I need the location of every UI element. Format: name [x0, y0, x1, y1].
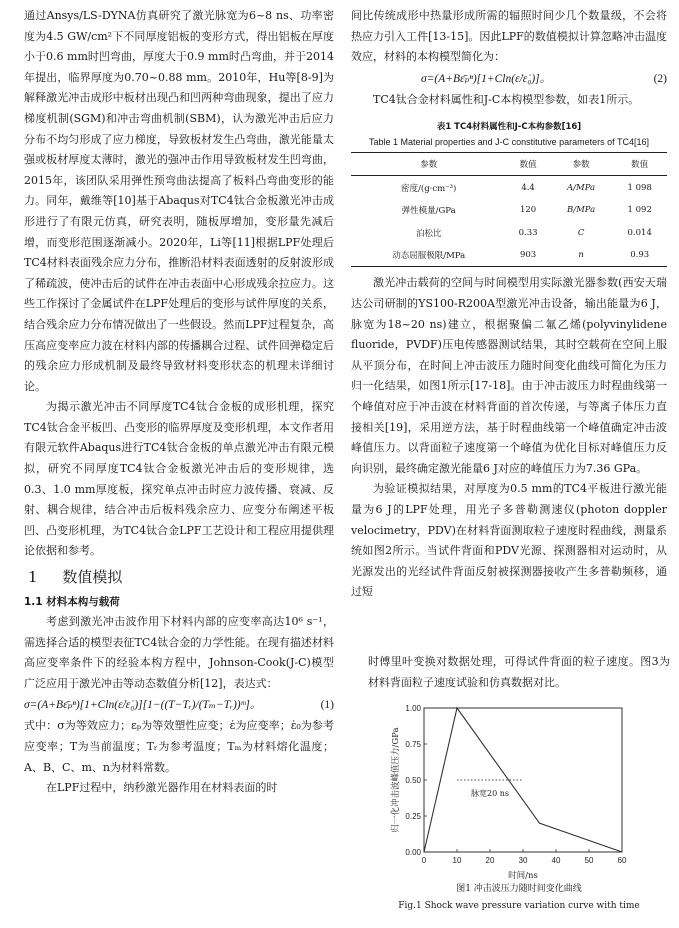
- chart-ticks: [405, 704, 627, 865]
- y-tick-label: 0.25: [405, 812, 421, 821]
- section-number: 1: [28, 568, 38, 587]
- body-paragraph-4: 在LPF过程中，纳秒激光器作用在材料表面的时: [46, 781, 278, 795]
- pressure-time-chart: [388, 700, 650, 890]
- equation-symbol-legend: 式中：σ为等效应力；εₚ为等效塑性应变；ε̇为应变率；ε̇₀为参考应变率；T为当前温度；Tᵣ为参考温度；Tₘ为材料熔化温度；A、B、C、m、n为材料常数。: [24, 719, 334, 774]
- table-cell: 泊松比: [415, 228, 442, 239]
- table-cell: 0.93: [630, 250, 650, 261]
- subsection-heading: 1.1 材料本构与载荷: [24, 596, 120, 609]
- table-row: [351, 176, 667, 199]
- left-column: [24, 6, 334, 799]
- y-tick-label: 1.00: [405, 704, 421, 713]
- equation-2-number: (2): [653, 72, 667, 85]
- body-paragraph-5: 间比传统成形中热量形成所需的辐照时间少几个数量级，不会将热应力引入工件[13-15]。因此LPF的数值模拟计算忽略冲击温度效应，材料的本构模型简化为：: [351, 9, 667, 64]
- body-paragraph-2: 为揭示激光冲击不同厚度TC4钛合金板的成形机理，探究TC4钛合金平板凹、凸变形的临界厚度及变形机理，本文作者用有限元软件Abaqus进行TC4钛合金板的单点激光冲击有限元模拟，研究不同厚度TC4钛合金板激光冲击后的变形规律，选0.3、1.0 mm厚度板，探究单点冲击时应力波传播、衰减、反射、耦合规律，结合冲击后板料残余应力、应变分布阐述平板凹、凸变形机理，为TC4钛合金LPF工艺设计和工程应用提供理论依据和参考。: [24, 400, 334, 558]
- chart-labels: [390, 727, 538, 881]
- figure-caption-zh: 图1 冲击波压力随时间变化曲线: [456, 884, 582, 894]
- equation-1: [24, 694, 334, 716]
- body-paragraph-9: 时傅里叶变换对数据处理，可得试件背面的粒子速度。图3为材料背面粒子速度试验和仿真数据对比。: [368, 655, 670, 689]
- table-row: [351, 221, 667, 244]
- section-heading: [28, 566, 334, 588]
- body-paragraph-1: 通过Ansys/LS-DYNA仿真研究了激光脉宽为6~8 ns、功率密度为4.5 GW/cm²下不同厚度铝板的变形方式，得出铝板在厚度小于0.6 mm时凹弯曲，厚度大于0.9 mm时凸弯曲，并于2014年提出，临界厚度为0.70~0.88 mm。2010年，Hu等[8-9]为解释激光冲击成形中板材出现凸和凹两种弯曲现象，提出了应力梯度机制(SGM)和冲击弯曲机制(SBM)，认为激光冲击后应力分布不均匀形成了应力梯度，导致板材发生凸弯曲，激光能量太强或板材厚度太薄时，激光的强冲击作用导致板材发生凹弯曲，2015年，该团队采用弹性预弯曲法提高了板料凸弯曲变形的能力。同年，戴维等[10]基于Abaqus对TC4钛合金板激光冲击成形进行了有限元仿真，研究表明，随板厚增加，变形量先减后增，而变形范围逐渐减小。2020年，Li等[11]根据LPF处理后TC4材料表面残余应力分布，推断沿材料表面透射的反射波形成了稀疏波，使冲击后的试件在冲击表面中心形成残余拉应力。这些工作探讨了金属试件在LPF处理后的变形与试件厚度的关系，结合残余应力分布情况做出了一些假设。然而LPF过程复杂，高压高应变率应力波在材料内部的传播耦合过程、试件回弹稳定后的残余应力形成机制及最终导致材料变形状态的机理未详细讨论。: [24, 9, 334, 393]
- table-cell: B/MPa: [566, 205, 596, 216]
- right-column: [351, 6, 667, 603]
- table-cell: 1 092: [627, 205, 652, 216]
- table-cell: C: [577, 227, 585, 238]
- table-cell: 120: [519, 205, 537, 216]
- table-caption-en: Table 1 Material properties and J-C constitutive parameters of TC4[16]: [369, 137, 649, 148]
- table-cell: A/MPa: [567, 182, 596, 193]
- x-tick-label: 50: [584, 856, 594, 865]
- section-title: 数值模拟: [62, 568, 123, 587]
- table-cell: 弹性模量/GPa: [401, 206, 456, 217]
- y-tick-label: 0.00: [405, 848, 421, 857]
- equation-2: [351, 68, 667, 90]
- figure-caption-en: Fig.1 Shock wave pressure variation curve with time: [398, 901, 640, 911]
- material-table: [351, 152, 667, 267]
- y-tick-label: 0.50: [405, 776, 421, 785]
- y-axis-label: 归一化冲击波峰值压力/GPa: [391, 727, 401, 833]
- table-caption: [351, 120, 667, 150]
- table-cell: 4.4: [521, 182, 535, 193]
- x-tick-label: 20: [485, 856, 495, 865]
- table-caption-zh: 表1 TC4材料属性和J-C本构参数[16]: [436, 122, 582, 133]
- table-header: 数值: [506, 153, 549, 176]
- x-tick-label: 40: [551, 856, 561, 865]
- equation-1-number: (1): [320, 699, 334, 712]
- y-tick-label: 0.75: [405, 740, 421, 749]
- equation-1-body: σ=(A+Bε̄ₚⁿ)[1+Cln(ε̇/ε̇₀)][1−((T−Tᵣ)/(Tₘ−Tᵣ))ᵐ]。: [24, 699, 262, 712]
- table-row: [351, 244, 667, 267]
- table-cell: 0.33: [518, 227, 538, 238]
- equation-2-body: σ=(A+Bε̄ₚⁿ)[1+Cln(ε̇/ε̇₀)]。: [421, 72, 552, 85]
- table-cell: 1 098: [627, 182, 652, 193]
- table-cell: 动态屈服极限/MPa: [392, 251, 466, 262]
- table-row: [351, 199, 667, 222]
- x-tick-label: 60: [617, 856, 627, 865]
- x-tick-label: 10: [452, 856, 462, 865]
- x-tick-label: 0: [421, 856, 427, 865]
- table-header: 参数: [351, 153, 506, 176]
- body-paragraph-3: 考虑到激光冲击波作用下材料内部的应变率高达10⁶ s⁻¹，需选择合适的模型表征TC4钛合金的力学性能。在现有描述材料高应变率条件下的经验本构方程中，Johnson-Cook(J-C)模型广泛应用于激光冲击等动态数值分析[12]，表达式：: [24, 615, 334, 690]
- x-axis-label: 时间/ns: [508, 871, 538, 881]
- x-tick-label: 30: [518, 856, 528, 865]
- table-header: 数值: [612, 153, 667, 176]
- table-cell: n: [578, 250, 584, 261]
- table-header: 参数: [550, 153, 613, 176]
- pulse-width-label: 脉宽20 ns: [471, 789, 509, 798]
- table-cell: 0.014: [627, 227, 652, 238]
- body-paragraph-8: 为验证模拟结果，对厚度为0.5 mm的TC4平板进行激光能量为6 J的LPF处理，用光子多普勒测速仪(photon doppler velocimetry，PDV)在材料背面测取粒子速度时程曲线，测量系统如图2所示。当试件背面和PDV光源、探测器相对运动时，从光源发出的光经试件背面反射被探测器接收产生多普勒频移，通过短: [351, 482, 667, 599]
- body-paragraph-7: 激光冲击载荷的空间与时间模型用实际激光器参数(西安天瑞达公司研制的YS100-R200A型激光冲击设备，输出能量为6 J，脉宽为18~20 ns)建立，根据聚偏二氟乙烯(polyvinylidene fluoride，PVDF)压电传感器测试结果，其时空载荷在空间上服从平顶分布，在时间上冲击波压力随时间变化曲线可简化为压力归一化结果，如图1所示[17-18]。由于冲击波压力时程曲线第一个峰值对应于冲击波在材料背面的首次传递，与等离子体压力直接相关[19]，采用逆方法，基于时程曲线第一个峰值确定冲击波峰值压力。以背面粒子速度第一个峰值为优化目标对峰值压力反向识别，最终确定激光能量6 J对应的峰值压力为7.36 GPa。: [351, 276, 667, 475]
- table-cell: 903: [519, 250, 537, 261]
- body-paragraph-6: TC4钛合金材料属性和J-C本构模型参数，如表1所示。: [373, 92, 640, 106]
- table-header-row: [351, 153, 667, 176]
- table-cell: 密度/(g·cm⁻³): [401, 183, 457, 194]
- chart-series: [424, 708, 622, 852]
